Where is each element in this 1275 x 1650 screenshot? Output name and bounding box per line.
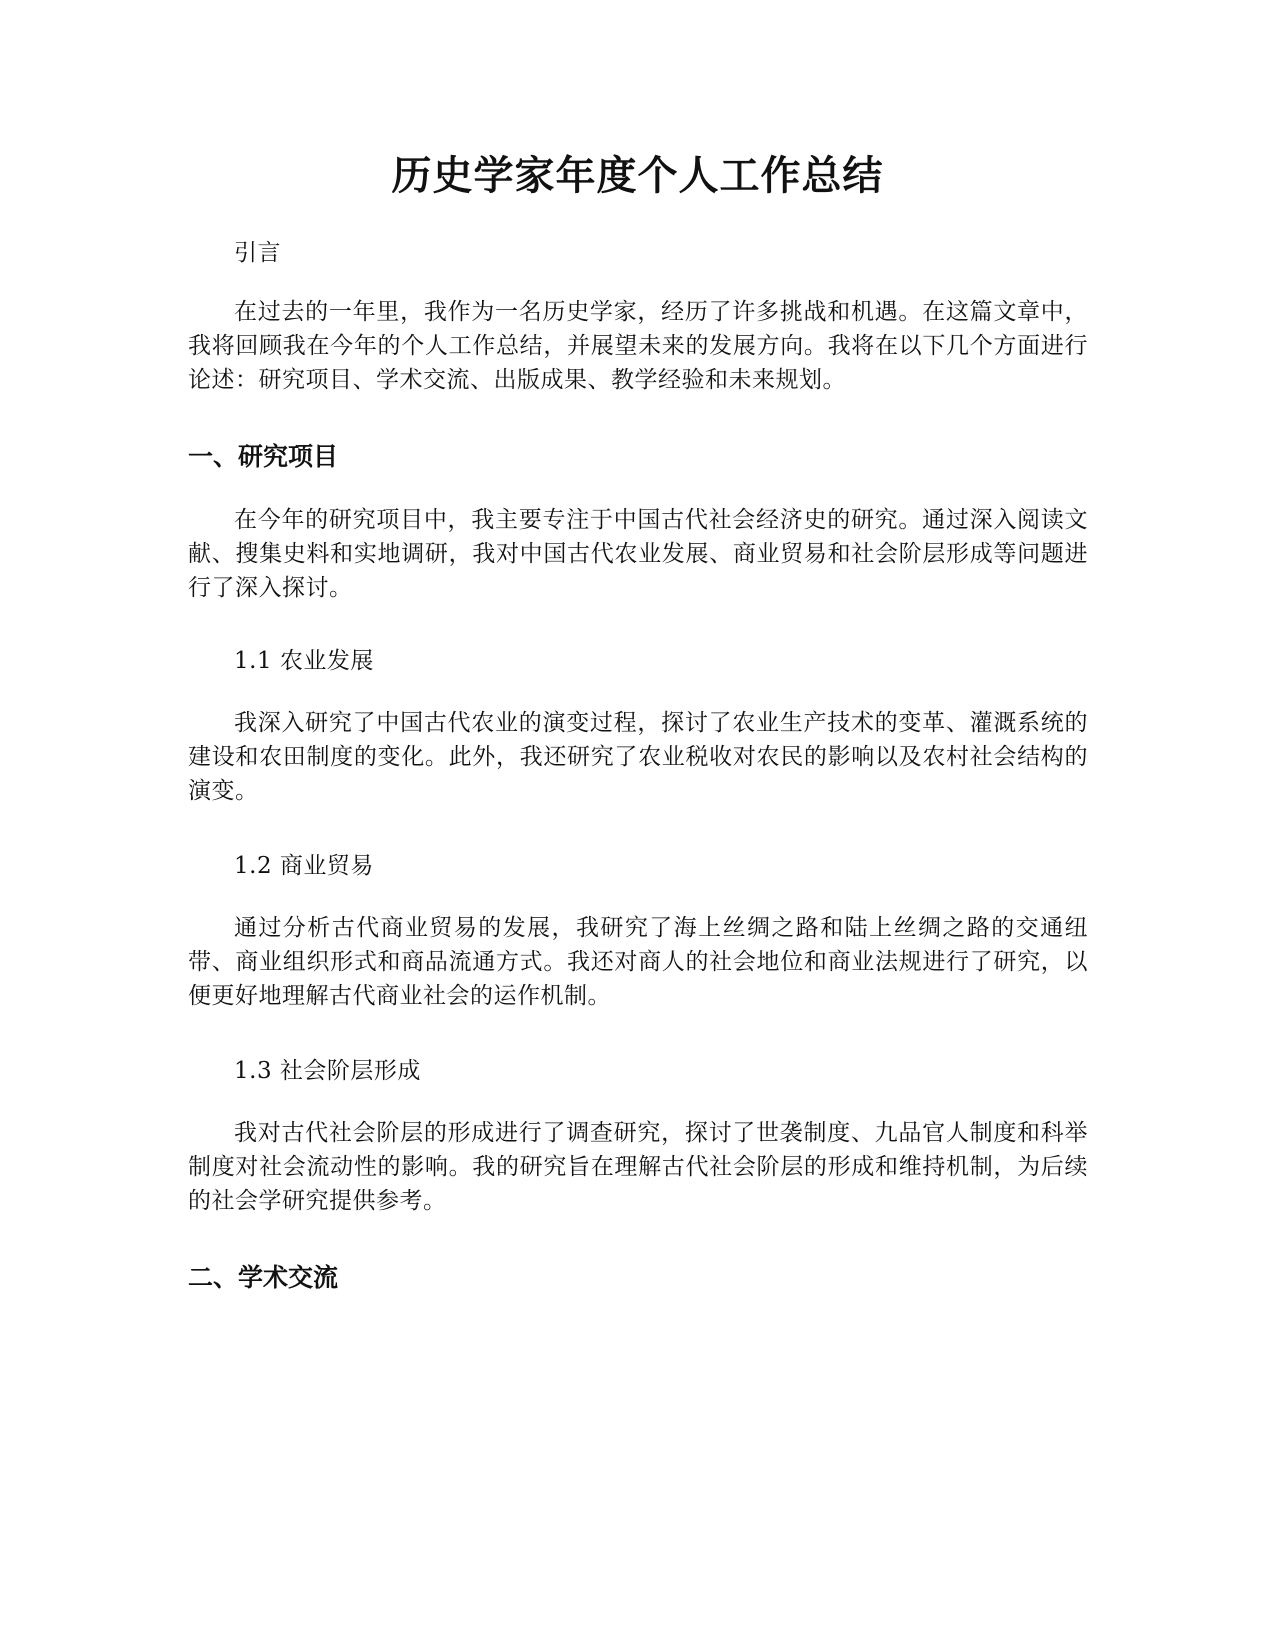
intro-paragraph: 在过去的一年里，我作为一名历史学家，经历了许多挑战和机遇。在这篇文章中，我将回顾我在今年的个人工作总结，并展望未来的发展方向。我将在以下几个方面进行论述：研究项目、学术交流、出版成果、教学经验和未来规划。 [188, 299, 1088, 393]
subsection-1-2-paragraph: 通过分析古代商业贸易的发展，我研究了海上丝绸之路和陆上丝绸之路的交通纽带、商业组织形式和商品流通方式。我还对商人的社会地位和商业法规进行了研究，以便更好地理解古代商业社会的运作机制。 [188, 915, 1088, 1009]
section-1-heading: 一、研究项目 [188, 442, 339, 471]
subsection-1-3-label: 1.3 社会阶层形成 [234, 1058, 421, 1084]
subsection-1-2-label: 1.2 商业贸易 [234, 853, 374, 879]
subsection-1-1-label: 1.1 农业发展 [234, 648, 374, 674]
section-2-heading: 二、学术交流 [188, 1263, 339, 1292]
intro-label: 引言 [234, 240, 281, 266]
subsection-1-3-paragraph: 我对古代社会阶层的形成进行了调查研究，探讨了世袭制度、九品官人制度和科举制度对社会流动性的影响。我的研究旨在理解古代社会阶层的形成和维持机制，为后续的社会学研究提供参考。 [188, 1120, 1088, 1214]
document-title: 历史学家年度个人工作总结 [391, 153, 884, 199]
section-1-paragraph: 在今年的研究项目中，我主要专注于中国古代社会经济史的研究。通过深入阅读文献、搜集史料和实地调研，我对中国古代农业发展、商业贸易和社会阶层形成等问题进行了深入探讨。 [188, 507, 1088, 601]
subsection-1-1-paragraph: 我深入研究了中国古代农业的演变过程，探讨了农业生产技术的变革、灌溉系统的建设和农田制度的变化。此外，我还研究了农业税收对农民的影响以及农村社会结构的演变。 [188, 710, 1088, 804]
